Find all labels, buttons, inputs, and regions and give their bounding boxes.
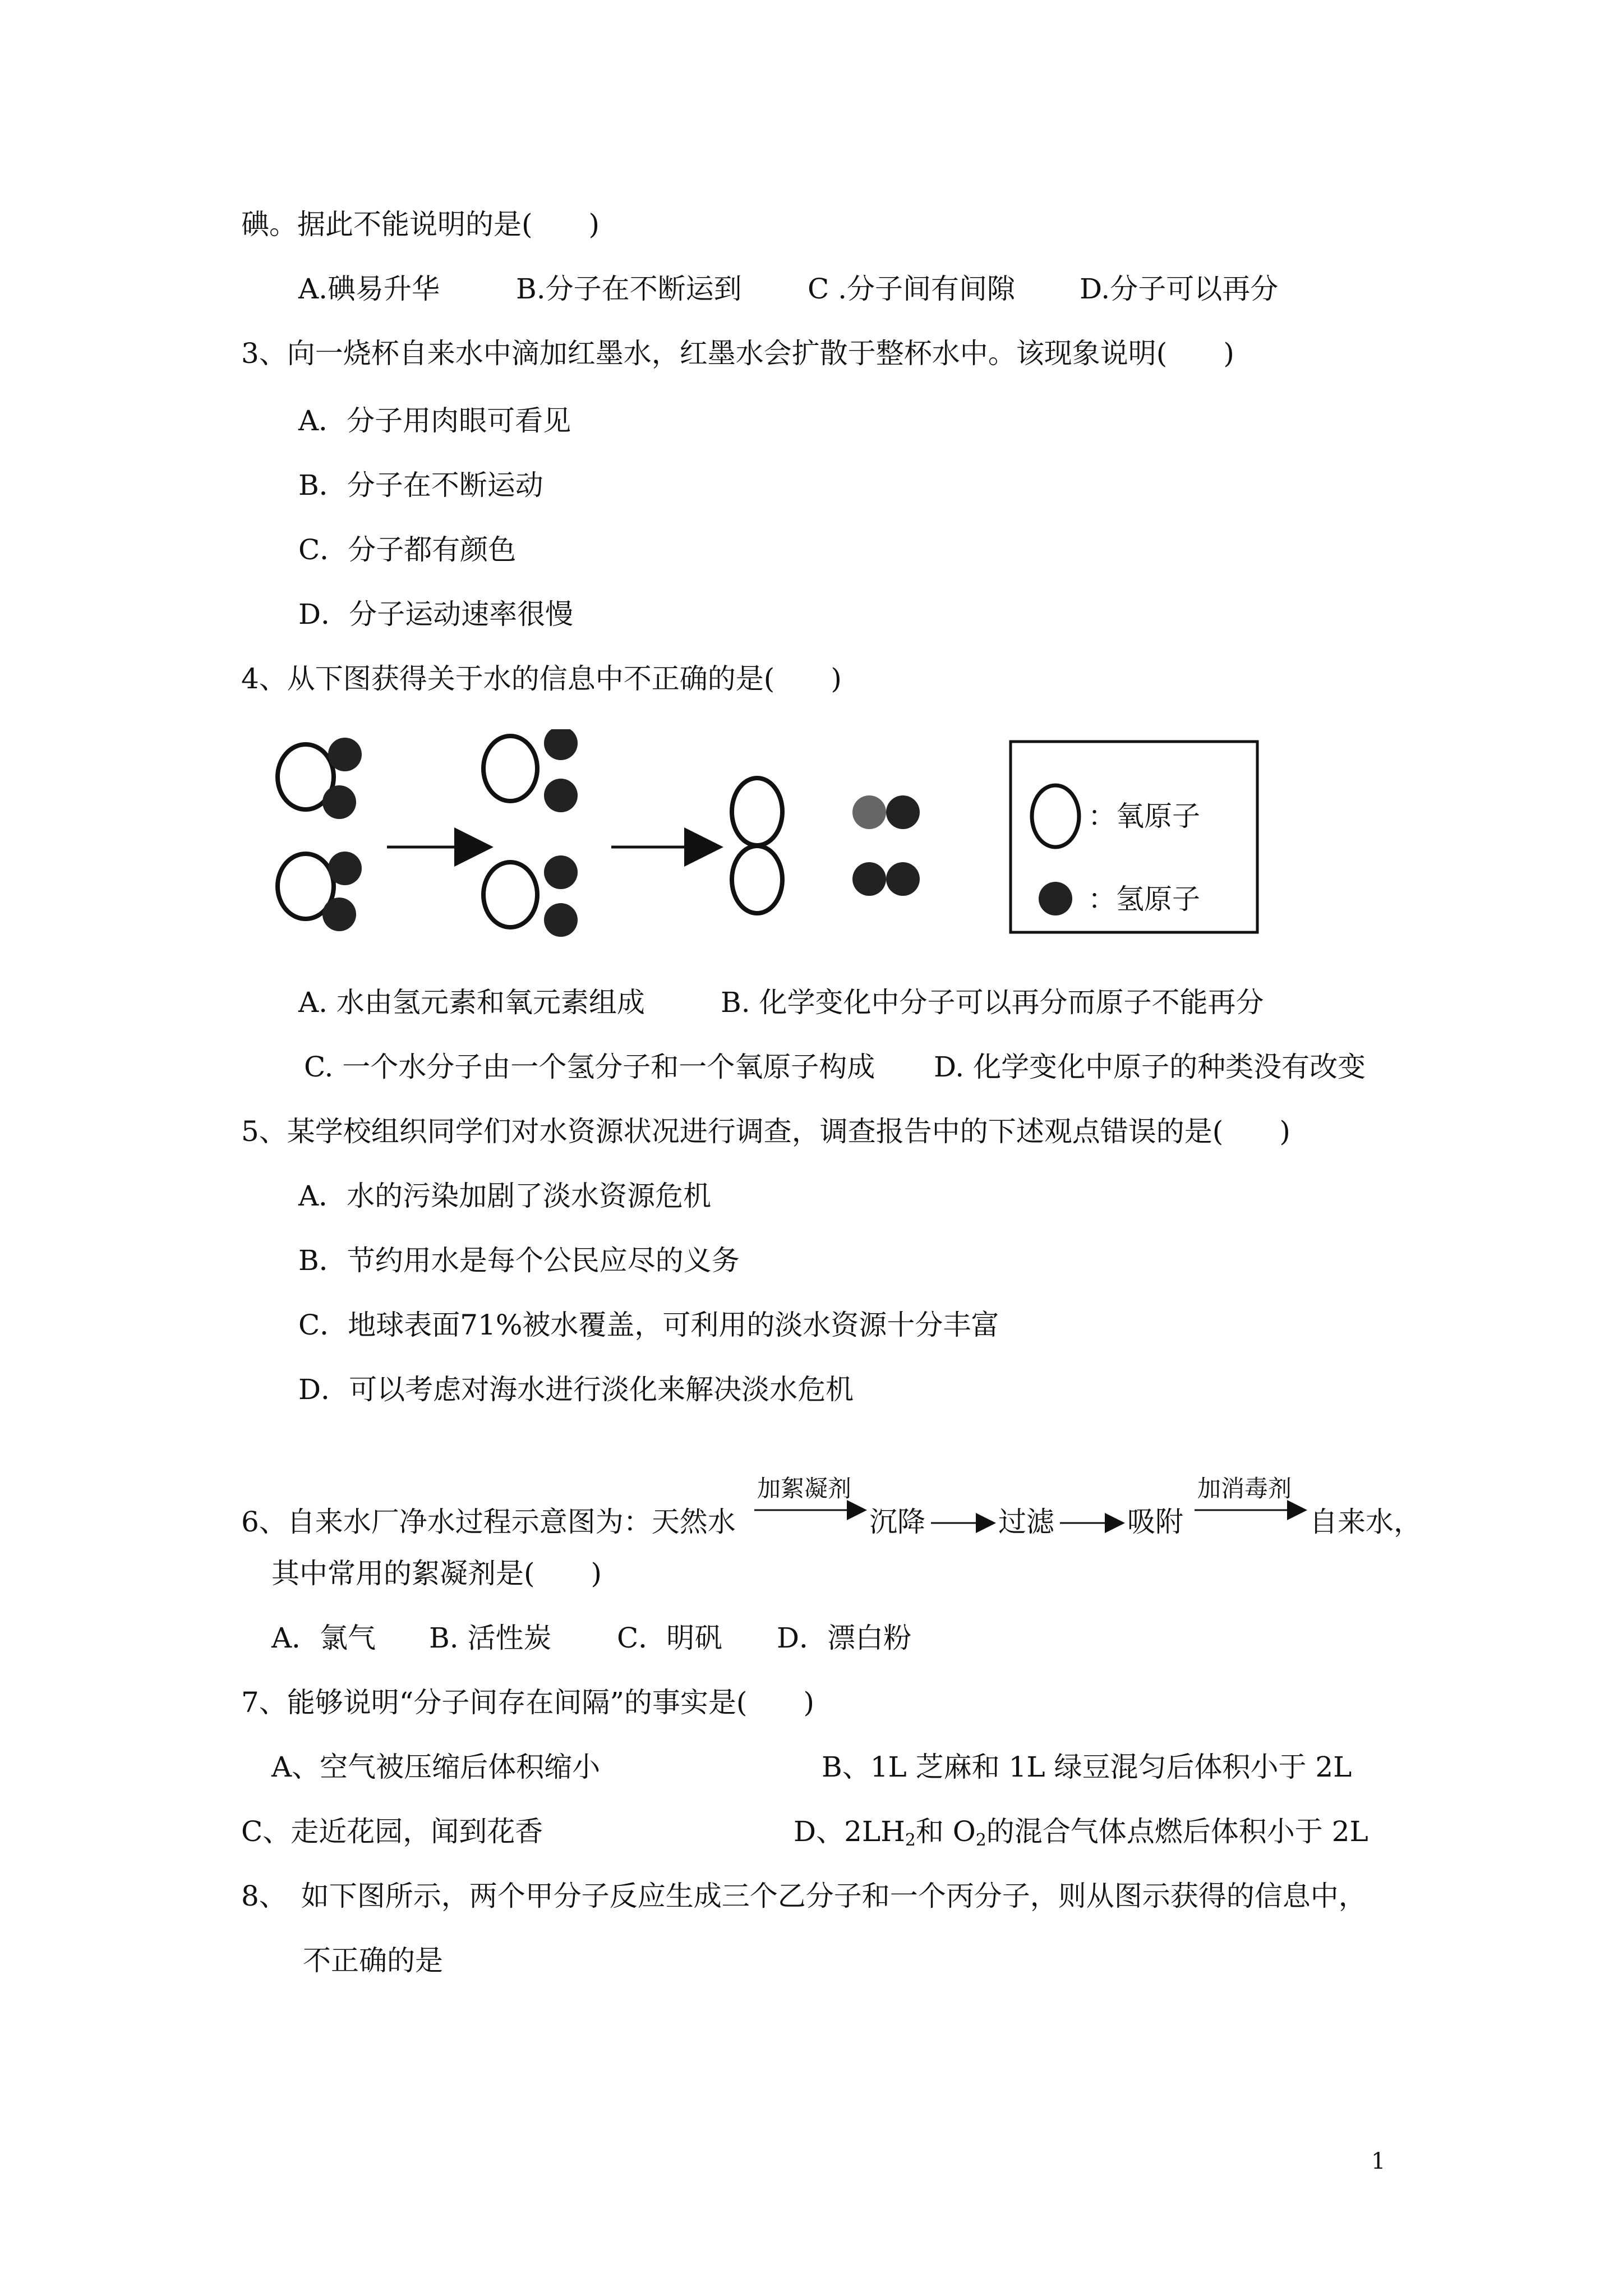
q6-step-adsorption: 吸附 xyxy=(1127,1506,1183,1538)
q6-option-b: B. 活性炭 xyxy=(429,1622,552,1654)
q3-option-d: D．分子运动速率很慢 xyxy=(298,598,574,631)
q2-option-b: B.分子在不断运到 xyxy=(516,273,742,305)
q6-line2: 其中常用的絮凝剂是( ) xyxy=(271,1557,602,1590)
q8-stem: 8、 如下图所示，两个甲分子反应生成三个乙分子和一个丙分子，则从图示获得的信息中， xyxy=(241,1880,1367,1912)
oxygen-molecule xyxy=(732,778,782,913)
q6-step-sedimentation: 沉降 xyxy=(869,1506,925,1538)
q7-option-d: D、$2LH_2$和 $O_2$的混合气体点燃后体积小于 2L xyxy=(794,1815,1368,1850)
legend-oxygen-label: ：氧原子 xyxy=(1088,800,1200,832)
q2-option-a: A.碘易升华 xyxy=(298,273,440,305)
q7-option-b: B、1L 芝麻和 1L 绿豆混匀后体积小于 2L xyxy=(822,1751,1352,1783)
q5-option-d: D．可以考虑对海水进行淡化来解决淡水危机 xyxy=(298,1373,854,1406)
q7-stem: 7、能够说明“分子间存在间隔”的事实是( ) xyxy=(241,1686,814,1719)
q5-option-c: C．地球表面71%被水覆盖，可利用的淡水资源十分丰富 xyxy=(298,1309,999,1341)
q8-line2: 不正确的是 xyxy=(303,1944,443,1977)
page-number: 1 xyxy=(1371,2148,1386,2174)
water-molecule-2 xyxy=(278,852,362,931)
q3-option-b: B．分子在不断运动 xyxy=(298,469,543,501)
q6-prefix: 6、自来水厂净水过程示意图为：天然水 xyxy=(241,1506,736,1538)
q6-option-a: A．氯气 xyxy=(271,1622,376,1654)
q6-label-disinfectant: 加消毒剂 xyxy=(1197,1475,1292,1502)
q6-label-flocculant: 加絮凝剂 xyxy=(757,1475,852,1502)
water-electrolysis-diagram xyxy=(264,729,1273,954)
q7-option-c: C、走近花园，闻到花香 xyxy=(241,1815,543,1848)
q4-option-d: D. 化学变化中原子的种类没有改变 xyxy=(934,1051,1366,1083)
hydrogen-molecules xyxy=(852,795,920,896)
q6-suffix: 自来水， xyxy=(1310,1506,1422,1538)
water-treatment-flow xyxy=(241,1475,1559,1543)
q4-option-a: A. 水由氢元素和氧元素组成 xyxy=(298,986,645,1019)
oxygen-atom-legend-symbol xyxy=(1032,785,1079,847)
water-molecule-1 xyxy=(278,738,362,819)
legend-box xyxy=(1011,742,1257,932)
q4-stem: 4、从下图获得关于水的信息中不正确的是( ) xyxy=(241,662,842,695)
separated-atoms xyxy=(483,729,578,937)
q6-option-d: D．漂白粉 xyxy=(777,1622,912,1654)
q3-stem: 3、向一烧杯自来水中滴加红墨水，红墨水会扩散于整杯水中。该现象说明( ) xyxy=(241,337,1234,370)
legend-hydrogen-label: ：氢原子 xyxy=(1088,884,1200,915)
q5-option-a: A．水的污染加剧了淡水资源危机 xyxy=(298,1180,712,1212)
q7-option-a: A、空气被压缩后体积缩小 xyxy=(271,1751,601,1783)
q6-step-filtration: 过滤 xyxy=(998,1506,1054,1538)
q5-option-b: B．节约用水是每个公民应尽的义务 xyxy=(298,1244,740,1277)
q2-line: 碘。据此不能说明的是( ) xyxy=(241,208,600,241)
q3-option-c: C．分子都有颜色 xyxy=(298,533,517,566)
q6-option-c: C．明矾 xyxy=(617,1622,723,1654)
q4-option-b: B. 化学变化中分子可以再分而原子不能再分 xyxy=(721,986,1264,1019)
q2-option-d: D.分子可以再分 xyxy=(1080,273,1279,305)
q4-option-c: C. 一个水分子由一个氢分子和一个氧原子构成 xyxy=(304,1051,875,1083)
hydrogen-atom-legend-symbol xyxy=(1039,882,1072,915)
q3-option-a: A．分子用肉眼可看见 xyxy=(298,404,571,437)
q5-stem: 5、某学校组织同学们对水资源状况进行调查，调查报告中的下述观点错误的是( ) xyxy=(241,1115,1290,1148)
q2-option-c: C .分子间有间隙 xyxy=(808,273,1016,305)
